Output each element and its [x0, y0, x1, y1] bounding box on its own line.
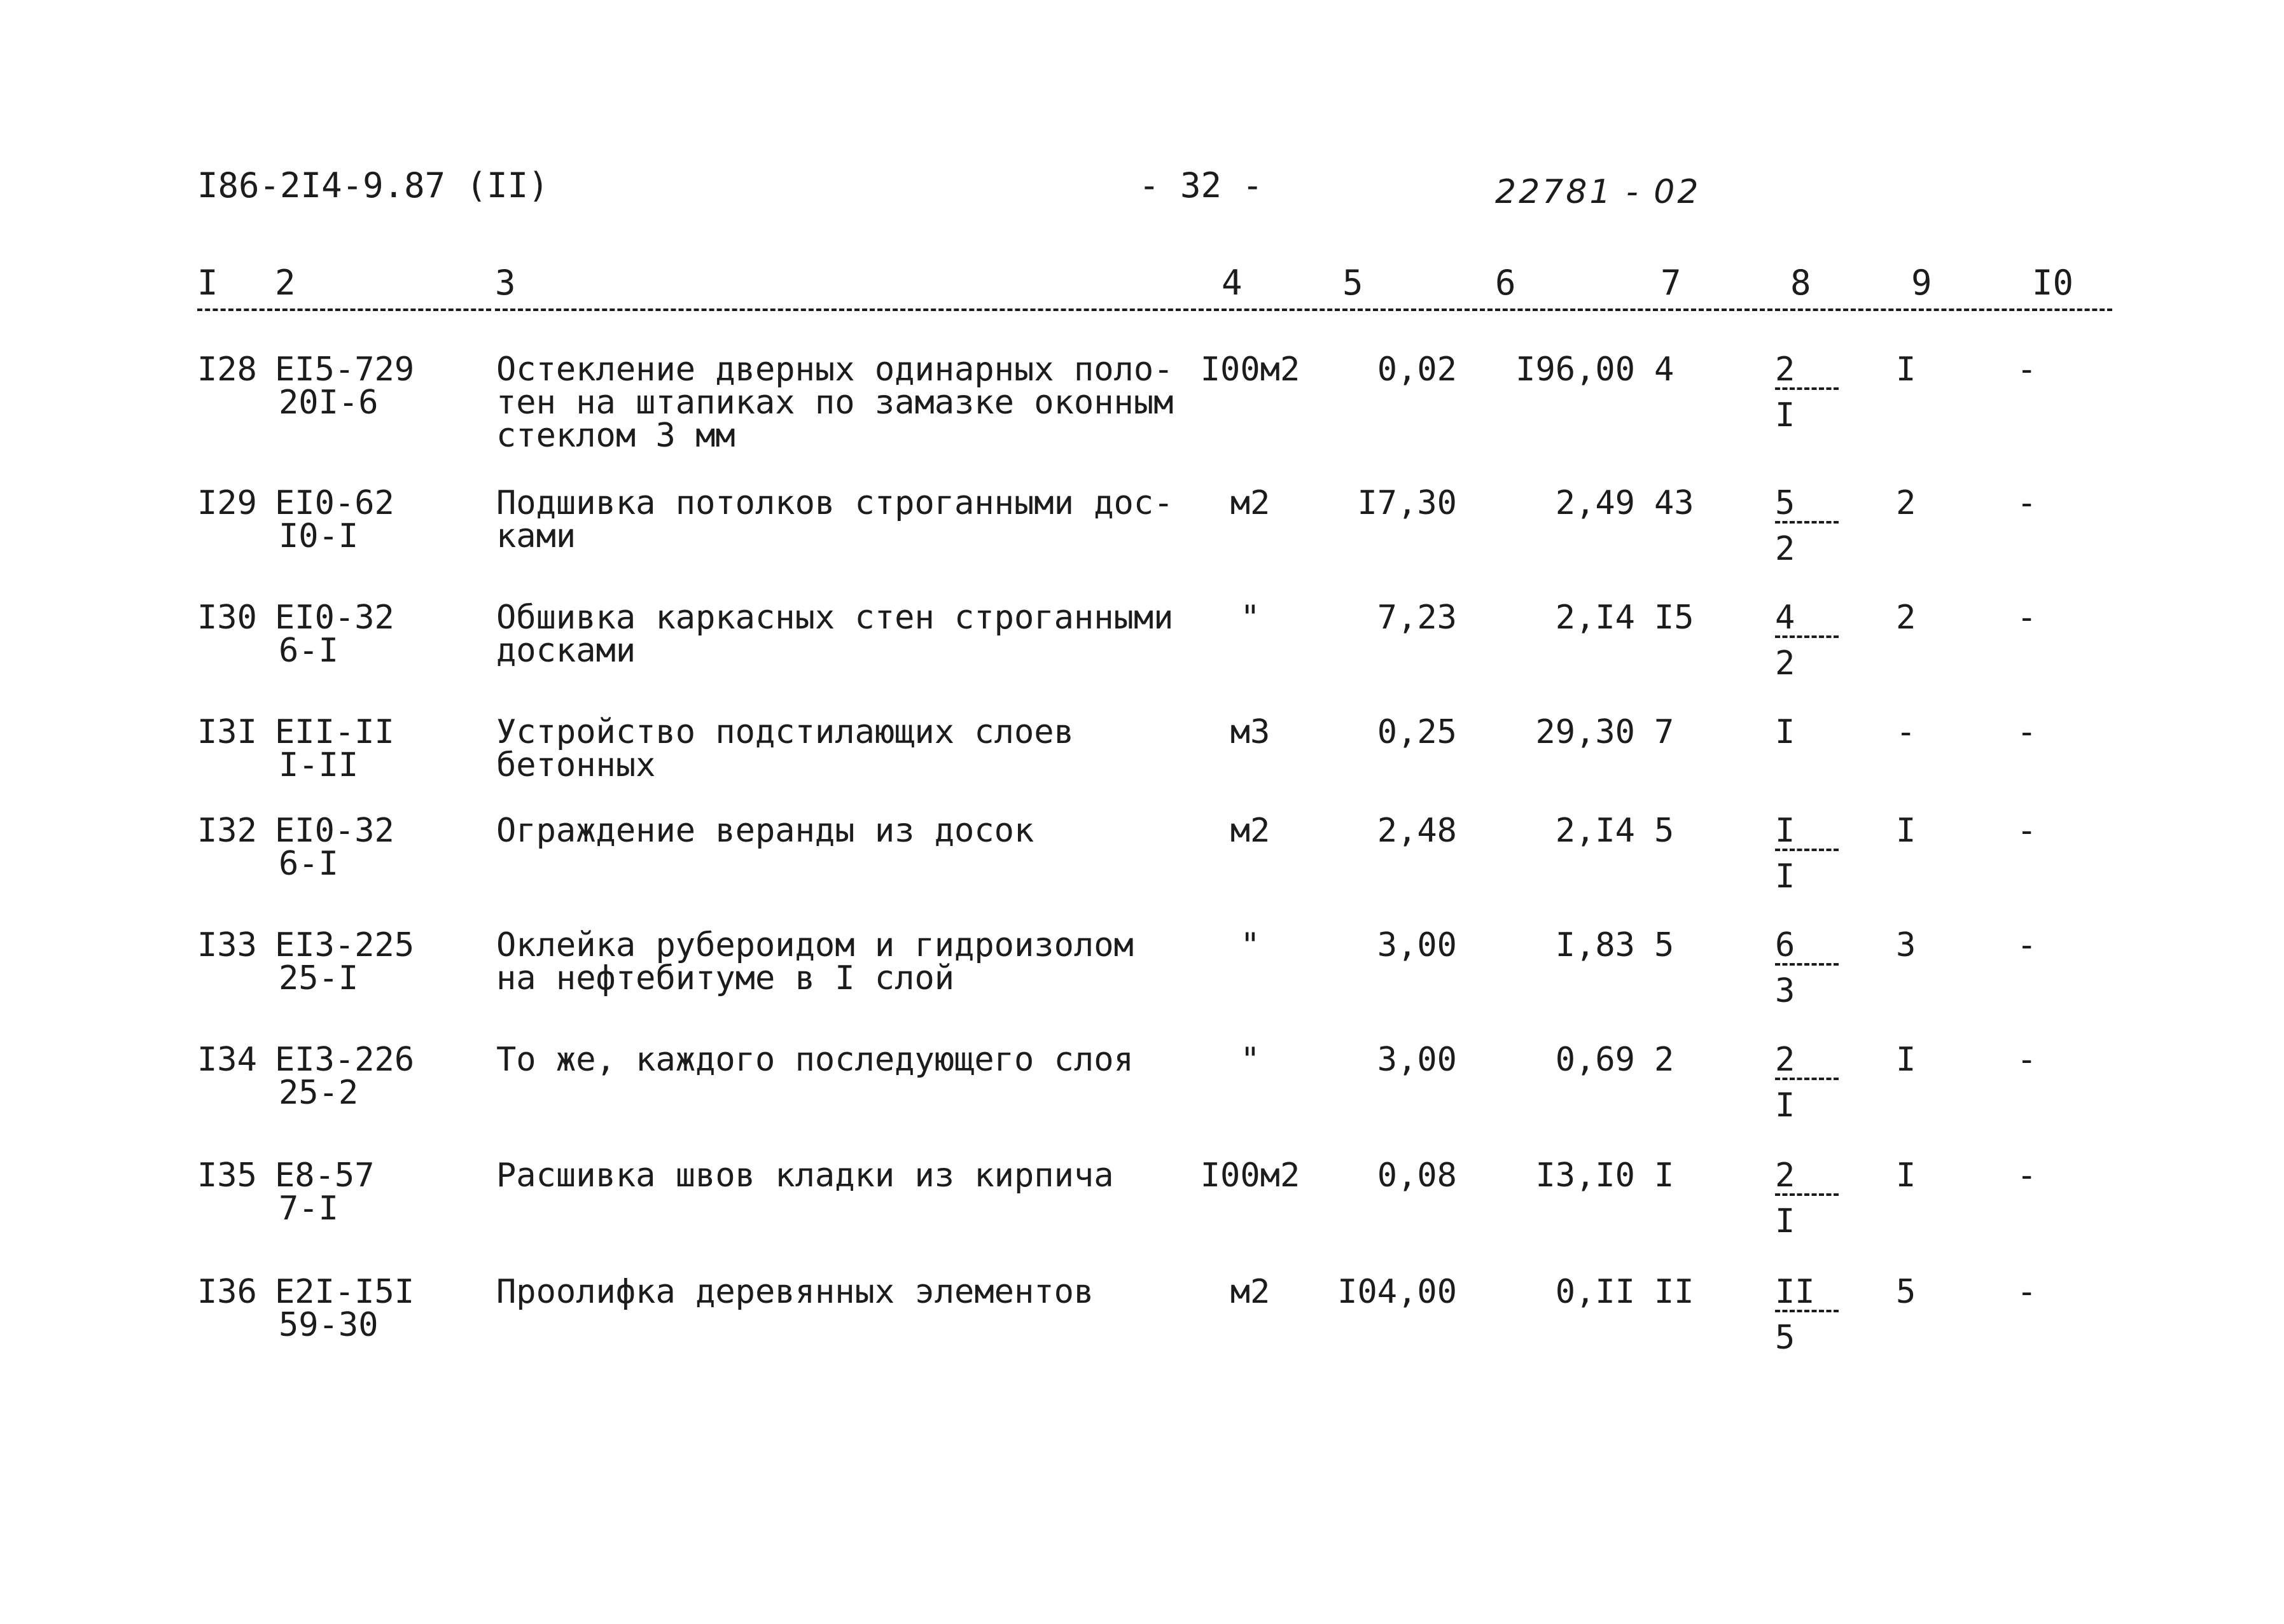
rate-code-line: 6-I — [279, 845, 338, 883]
description-line: Оклейка рубероидом и гидроизолом — [496, 926, 1134, 964]
column-header-7: 7 — [1661, 264, 1788, 311]
column-header-9: 9 — [1911, 264, 2030, 311]
work-description — [496, 350, 1190, 455]
norm: 2,I4 — [1555, 812, 1635, 850]
rate-code-line: EII-II — [275, 713, 394, 751]
rate-code — [275, 1275, 414, 1342]
fraction — [1775, 484, 1845, 568]
rate-code-line: EI3-225 — [275, 926, 415, 964]
quantity: 0,02 — [1377, 350, 1457, 389]
column-9-value: I — [1896, 1041, 1916, 1079]
fraction-numerator: 5 — [1775, 487, 1839, 524]
rate-code — [275, 350, 415, 422]
quantity: 0,08 — [1377, 1156, 1457, 1195]
column-9-value: I — [1896, 350, 1916, 389]
description-line: Проолифка деревянных элементов — [496, 1273, 1094, 1311]
rate-code-line: E8-57 — [275, 1156, 375, 1195]
page-number: - 32 - — [1139, 165, 1264, 205]
rate-code-line: E2I-I5I — [275, 1273, 415, 1311]
row-number: I36 — [197, 1273, 257, 1311]
rate-code-line: EI5-729 — [275, 350, 415, 389]
column-9-value: 5 — [1896, 1273, 1916, 1311]
rate-code — [275, 484, 394, 555]
rate-code-line: I0-I — [279, 517, 359, 555]
description-line: досками — [496, 632, 636, 670]
unit: м2 — [1230, 812, 1271, 850]
column-9-value: 2 — [1896, 484, 1916, 522]
column-9-value: 2 — [1896, 599, 1916, 637]
fraction-numerator: I — [1775, 814, 1839, 851]
fraction-denominator: 2 — [1775, 530, 1795, 568]
rate-code-line: EI3-226 — [275, 1041, 415, 1079]
row-number: I28 — [197, 350, 257, 389]
quantity: 0,25 — [1377, 713, 1457, 751]
column-header-10: I0 — [2032, 264, 2112, 311]
column-10-value: - — [2017, 1041, 2037, 1079]
column-10-value: - — [2017, 484, 2037, 522]
fraction — [1775, 926, 1845, 1010]
row-number: I33 — [197, 926, 257, 964]
rate-code — [275, 1156, 375, 1228]
column-10-value: - — [2017, 926, 2037, 964]
description-line: Обшивка каркасных стен строганными — [496, 599, 1174, 637]
unit: I00м2 — [1200, 350, 1300, 389]
work-description — [496, 599, 1190, 670]
total: 2 — [1654, 1041, 1675, 1079]
column-9-value: I — [1896, 1156, 1916, 1195]
description-line: Устройство подстилающих слоев — [496, 713, 1074, 751]
table-row — [0, 601, 2284, 697]
rate-code — [275, 599, 394, 670]
row-number: I3I — [197, 713, 257, 751]
description-line: тен на штапиках по замазке оконным — [496, 384, 1174, 422]
work-description — [496, 484, 1190, 555]
description-line: бетонных — [496, 746, 656, 784]
fraction-denominator: 5 — [1775, 1319, 1795, 1357]
total: I — [1654, 1156, 1675, 1195]
column-9-value: 3 — [1896, 926, 1916, 964]
total: II — [1654, 1273, 1694, 1311]
fraction — [1775, 713, 1845, 751]
table-row — [0, 926, 2284, 1024]
total: I5 — [1654, 599, 1694, 637]
norm: I96,00 — [1515, 350, 1635, 389]
quantity: 3,00 — [1377, 1041, 1457, 1079]
fraction-denominator: I — [1775, 1086, 1795, 1125]
unit: " — [1240, 599, 1260, 637]
norm: 29,30 — [1535, 713, 1635, 751]
column-header-3: 3 — [495, 264, 1219, 311]
fraction-numerator: I — [1775, 713, 1795, 751]
description-line: Остекление дверных одинарных поло- — [496, 350, 1174, 389]
rate-code-line: 7-I — [279, 1190, 338, 1228]
fraction-numerator: 2 — [1775, 353, 1839, 390]
fraction-numerator: 6 — [1775, 929, 1839, 966]
row-number: I35 — [197, 1156, 257, 1195]
column-header-6: 6 — [1495, 264, 1658, 311]
total: 4 — [1654, 350, 1675, 389]
document-number: 22781 - 02 — [1495, 173, 1701, 211]
work-description — [496, 713, 1190, 784]
total: 7 — [1654, 713, 1675, 751]
fraction-denominator: I — [1775, 1202, 1795, 1240]
description-line: Подшивка потолков строганными дос- — [496, 484, 1174, 522]
norm: 0,II — [1555, 1273, 1635, 1311]
rate-code-line: 20I-6 — [279, 384, 379, 422]
column-header-8: 8 — [1790, 264, 1909, 311]
description-line: Расшивка швов кладки из кирпича — [496, 1156, 1114, 1195]
work-description — [496, 926, 1190, 997]
column-9-value: I — [1896, 812, 1916, 850]
column-10-value: - — [2017, 1273, 2037, 1311]
unit: I00м2 — [1200, 1156, 1300, 1195]
fraction-numerator: 2 — [1775, 1043, 1839, 1080]
quantity: I7,30 — [1357, 484, 1457, 522]
norm: 2,I4 — [1555, 599, 1635, 637]
description-line: ками — [496, 517, 576, 555]
column-10-value: - — [2017, 599, 2037, 637]
unit: " — [1240, 1041, 1260, 1079]
rate-code-line: 6-I — [279, 632, 338, 670]
description-line: на нефтебитуме в I слой — [496, 959, 955, 997]
column-10-value: - — [2017, 350, 2037, 389]
norm: 2,49 — [1555, 484, 1635, 522]
fraction — [1775, 1041, 1845, 1125]
norm: I3,I0 — [1535, 1156, 1635, 1195]
quantity: I04,00 — [1337, 1273, 1457, 1311]
column-header-5: 5 — [1342, 264, 1493, 311]
column-10-value: - — [2017, 1156, 2037, 1195]
quantity: 7,23 — [1377, 599, 1457, 637]
fraction-denominator: 2 — [1775, 644, 1795, 683]
quantity: 2,48 — [1377, 812, 1457, 850]
rate-code — [275, 713, 394, 784]
fraction — [1775, 599, 1845, 683]
description-line: То же, каждого последующего слоя — [496, 1041, 1134, 1079]
column-header-2: 2 — [275, 264, 491, 311]
unit: м2 — [1230, 484, 1271, 522]
table-row — [0, 484, 2284, 582]
rate-code — [275, 812, 394, 883]
work-description — [496, 1273, 1190, 1311]
unit: м2 — [1230, 1273, 1271, 1311]
rate-code-line: EI0-32 — [275, 599, 394, 637]
unit: " — [1240, 926, 1260, 964]
quantity: 3,00 — [1377, 926, 1457, 964]
table-row — [0, 350, 2284, 455]
description-line: стеклом 3 мм — [496, 417, 735, 455]
column-header-4: 4 — [1222, 264, 1340, 311]
fraction — [1775, 1156, 1845, 1240]
fraction — [1775, 350, 1845, 434]
table-row — [0, 814, 2284, 910]
fraction-denominator: I — [1775, 396, 1795, 434]
work-description — [496, 1156, 1190, 1195]
total: 5 — [1654, 812, 1675, 850]
fraction-numerator: II — [1775, 1275, 1839, 1312]
row-number: I34 — [197, 1041, 257, 1079]
table-row — [0, 713, 2284, 811]
fraction-denominator: 3 — [1775, 972, 1795, 1010]
fraction-numerator: 2 — [1775, 1159, 1839, 1196]
rate-code-line: 25-2 — [279, 1074, 359, 1112]
table-row — [0, 1156, 2284, 1254]
fraction — [1775, 1273, 1845, 1357]
row-number: I30 — [197, 599, 257, 637]
table-row — [0, 1275, 2284, 1371]
column-header-1: I — [197, 264, 272, 311]
norm: 0,69 — [1555, 1041, 1635, 1079]
row-number: I32 — [197, 812, 257, 850]
work-description — [496, 812, 1190, 850]
rate-code-line: 59-30 — [279, 1306, 379, 1344]
table-row — [0, 1043, 2284, 1139]
rate-code-line: EI0-62 — [275, 484, 394, 522]
norm: I,83 — [1555, 926, 1635, 964]
rate-code-line: EI0-32 — [275, 812, 394, 850]
work-description — [496, 1041, 1190, 1079]
unit: м3 — [1230, 713, 1271, 751]
column-9-value: - — [1896, 713, 1916, 751]
row-number: I29 — [197, 484, 257, 522]
document-code: I86-2I4-9.87 (II) — [197, 165, 549, 205]
rate-code — [275, 926, 415, 997]
fraction — [1775, 812, 1845, 896]
rate-code — [275, 1041, 415, 1112]
column-10-value: - — [2017, 812, 2037, 850]
fraction-denominator: I — [1775, 857, 1795, 896]
column-10-value: - — [2017, 713, 2037, 751]
total: 5 — [1654, 926, 1675, 964]
rate-code-line: I-II — [279, 746, 359, 784]
fraction-numerator: 4 — [1775, 601, 1839, 638]
rate-code-line: 25-I — [279, 959, 359, 997]
description-line: Ограждение веранды из досок — [496, 812, 1034, 850]
total: 43 — [1654, 484, 1694, 522]
